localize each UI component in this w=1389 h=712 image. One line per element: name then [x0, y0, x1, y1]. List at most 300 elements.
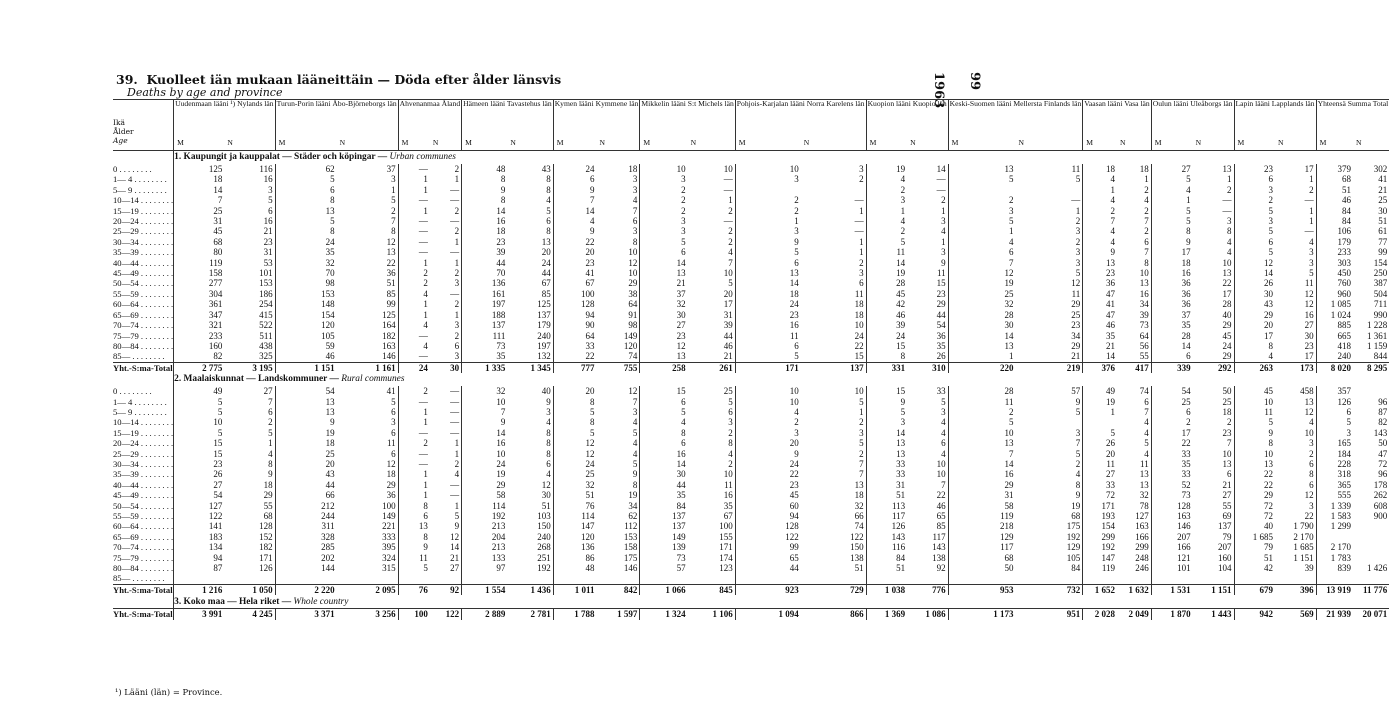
table-cell: 7	[462, 407, 508, 417]
table-cell: 5	[1234, 417, 1275, 427]
table-cell: 2	[398, 278, 430, 288]
table-cell: 2	[866, 185, 907, 195]
table-cell	[1117, 573, 1151, 584]
table-cell: 1	[454, 448, 460, 459]
table-cell: 21	[450, 552, 460, 563]
table-cell: 5	[948, 417, 1015, 427]
table-cell: 9	[735, 449, 800, 459]
table-cell: 65	[735, 553, 800, 563]
table-cell: 192	[1083, 542, 1117, 552]
table-cell: 8	[1234, 341, 1275, 351]
table-cell: —	[398, 237, 430, 247]
table-cell: 78	[1139, 500, 1149, 511]
table-cell: 5	[735, 247, 800, 257]
table-cell: 60	[735, 501, 800, 511]
total-cell: 137	[801, 362, 866, 373]
table-cell: —	[450, 247, 460, 258]
table-cell: 10	[936, 458, 946, 469]
table-cell: 79	[1222, 531, 1232, 542]
table-cell: 13	[948, 164, 1015, 174]
table-cell: 325	[259, 351, 273, 362]
table-row	[113, 216, 1389, 226]
table-cell: 3	[640, 226, 688, 236]
sex-header-m: M	[462, 137, 508, 151]
table-cell: 6	[941, 438, 946, 449]
table-cell: 50	[1378, 438, 1388, 449]
table-cell: 47	[1378, 448, 1388, 459]
table-cell: 8	[632, 479, 638, 490]
table-cell: 9	[1083, 247, 1117, 257]
table-row	[113, 563, 1389, 573]
table-cell: 45	[735, 490, 800, 500]
table-cell: 5	[454, 511, 460, 521]
total-cell: 2 220	[275, 584, 337, 595]
total-cell: 679	[1234, 584, 1275, 595]
table-cell: 134	[174, 542, 225, 552]
sex-header-m: M	[275, 137, 337, 151]
table-cell: 5	[391, 195, 396, 206]
sex-header-m: M	[1316, 137, 1353, 151]
table-cell: 154	[1373, 257, 1388, 268]
table-cell: 84	[1071, 563, 1081, 574]
table-cell: 4	[728, 448, 733, 459]
age-label: 10—14 . . . . . . . .	[113, 417, 174, 428]
table-cell: 7	[632, 205, 638, 216]
table-cell: 36	[1151, 289, 1192, 299]
table-row	[113, 511, 1389, 521]
table-cell: 29	[462, 480, 508, 490]
table-cell: 31	[948, 490, 1015, 500]
table-cell: 125	[174, 164, 225, 174]
table-cell: 213	[462, 521, 508, 531]
table-cell: 11	[854, 288, 864, 299]
table-cell: 1	[1309, 174, 1314, 185]
table-cell: 1	[454, 500, 460, 511]
table-cell: 218	[948, 521, 1015, 531]
table-cell: 119	[1083, 563, 1117, 573]
table-cell: 6	[268, 406, 273, 417]
table-cell: 8	[1144, 257, 1149, 268]
table-cell: 302	[1373, 164, 1388, 174]
table-cell	[1275, 573, 1316, 584]
table-cell: 2	[1151, 417, 1192, 427]
province-header: Oulun lääni Uleåborgs län	[1151, 100, 1234, 138]
table-cell: 22	[854, 340, 864, 351]
table-cell: 41	[1378, 174, 1388, 185]
table-cell: 91	[628, 309, 638, 320]
table-cell: 127	[1135, 511, 1149, 521]
table-cell: 144	[275, 563, 337, 573]
table-cell: 116	[259, 164, 273, 174]
table-cell: 14	[936, 164, 946, 174]
sex-header-m: M	[174, 137, 225, 151]
table-cell: 4	[1309, 236, 1314, 247]
table-cell: 35	[462, 351, 508, 362]
table-cell: 25	[1222, 396, 1232, 407]
table-cell: 193	[1083, 511, 1117, 521]
table-cell: 68	[263, 511, 273, 521]
age-label: 50—54 . . . . . . . .	[113, 278, 174, 289]
table-cell: 32	[948, 299, 1015, 309]
table-cell: 40	[1234, 521, 1275, 531]
table-cell: 152	[259, 531, 273, 542]
table-cell: 204	[462, 532, 508, 542]
province-header: Kymen lääni Kymmene län	[553, 100, 640, 138]
table-cell: 7	[859, 458, 864, 469]
table-cell: 27	[1151, 164, 1192, 174]
table-cell: 9	[462, 185, 508, 195]
table-cell: 39	[723, 320, 733, 331]
table-cell: 5	[275, 174, 337, 184]
table-cell: 104	[1218, 563, 1232, 574]
total-cell: 1 369	[866, 609, 907, 620]
table-cell: 87	[174, 563, 225, 573]
table-cell: 12	[386, 458, 396, 469]
table-row	[113, 397, 1389, 407]
table-cell: 207	[1151, 532, 1192, 542]
sex-header-m: M	[398, 137, 430, 151]
table-cell: 16	[263, 216, 273, 227]
table-cell: 14	[553, 206, 596, 216]
table-cell: 44	[640, 480, 688, 490]
table-cell: 2	[640, 185, 688, 195]
table-cell	[1015, 185, 1082, 195]
sex-header-m: M	[1083, 137, 1117, 151]
table-cell: 213	[462, 542, 508, 552]
age-label: 15—19 . . . . . . . .	[113, 205, 174, 216]
table-cell: 207	[1218, 542, 1232, 553]
table-cell: 15	[854, 351, 864, 362]
table-cell: 240	[537, 330, 551, 341]
table-cell: 11	[1071, 288, 1081, 299]
table-cell: 11	[386, 438, 396, 449]
total-cell: 310	[907, 362, 948, 373]
table-cell: 1	[1075, 205, 1081, 216]
table-cell: 5	[941, 396, 946, 407]
table-cell: 304	[174, 289, 225, 299]
table-row	[113, 289, 1389, 299]
sex-header-n: N	[801, 137, 866, 151]
total-cell: 263	[1234, 362, 1275, 373]
table-cell: 3	[1075, 427, 1081, 438]
table-cell: 3	[268, 184, 273, 195]
table-cell: 6	[640, 247, 688, 257]
table-cell: 5	[948, 216, 1015, 226]
province-header: Yhteensä Summa Total	[1316, 100, 1389, 138]
table-cell: 2	[735, 195, 800, 205]
table-cell: 171	[719, 542, 733, 553]
total-cell: 1 094	[735, 609, 800, 620]
table-cell: 3	[1309, 247, 1314, 258]
table-cell: 23	[1222, 427, 1232, 438]
table-cell: 4	[1083, 226, 1117, 236]
table-row	[113, 469, 1389, 479]
table-cell: 113	[866, 501, 907, 511]
table-cell: 114	[553, 511, 596, 521]
sex-header-n: N	[337, 137, 399, 151]
table-cell	[174, 573, 225, 584]
table-cell: 277	[174, 278, 225, 288]
table-cell: 1	[398, 417, 430, 427]
table-cell: —	[398, 226, 430, 236]
table-cell	[735, 573, 800, 584]
table-cell: 31	[174, 216, 225, 226]
table-cell: 18	[854, 299, 864, 310]
total-cell: 776	[907, 584, 948, 595]
table-cell: 21	[263, 226, 273, 237]
sex-header-n: N	[1117, 137, 1151, 151]
table-cell: 179	[1316, 237, 1353, 247]
table-cell: 164	[382, 320, 396, 331]
table-cell: 15	[866, 341, 907, 351]
table-cell: 117	[932, 531, 946, 542]
table-cell: 24	[462, 459, 508, 469]
table-cell: 73	[462, 341, 508, 351]
table-cell: 16	[462, 216, 508, 226]
table-cell: 4	[268, 448, 273, 459]
table-cell: 41	[553, 268, 596, 278]
table-cell: 4	[866, 216, 907, 226]
age-label: 10—14 . . . . . . . .	[113, 195, 174, 206]
table-cell: 1	[398, 206, 430, 216]
table-cell: 45	[174, 226, 225, 236]
table-cell: —	[398, 164, 430, 174]
table-cell: 13	[1234, 459, 1275, 469]
table-cell: 5	[1309, 268, 1314, 279]
table-cell: 1	[454, 438, 460, 449]
table-cell: 20	[1234, 320, 1275, 330]
table-cell: 1	[859, 247, 864, 258]
table-cell: 2	[1075, 236, 1081, 247]
table-cell: 111	[462, 331, 508, 341]
table-cell: 29	[1222, 320, 1232, 331]
table-cell: 20	[1083, 449, 1117, 459]
table-cell: 132	[537, 351, 551, 362]
table-cell: 10	[1234, 449, 1275, 459]
table-cell: 197	[537, 340, 551, 351]
age-label: 35—39 . . . . . . . .	[113, 469, 174, 480]
table-cell: 149	[623, 330, 638, 341]
table-cell: 12	[553, 449, 596, 459]
table-cell: 1	[728, 195, 733, 206]
table-cell: 2	[1234, 195, 1275, 205]
table-cell: —	[398, 428, 430, 438]
province-header: Uudenmaan lääni ¹) Nylands län	[174, 100, 275, 138]
table-cell: 36	[1151, 278, 1192, 288]
table-cell: 158	[174, 268, 225, 278]
table-cell: 1	[941, 236, 946, 247]
table-cell: 17	[723, 299, 733, 310]
total-row	[113, 584, 1389, 595]
table-cell: 6	[398, 511, 430, 521]
table-cell: 21	[1222, 479, 1232, 490]
sex-header-n: N	[1275, 137, 1316, 151]
table-cell: 3	[866, 195, 907, 205]
table-cell: 127	[174, 501, 225, 511]
table-cell: —	[1304, 226, 1314, 237]
table-cell: 5	[728, 278, 733, 289]
table-cell: 760	[1316, 278, 1353, 288]
table-cell: 324	[382, 552, 396, 563]
table-cell: 2	[728, 458, 733, 469]
table-cell: 5	[948, 174, 1015, 184]
table-cell: 25	[553, 469, 596, 479]
table-cell: 250	[1373, 268, 1388, 279]
table-cell	[688, 573, 736, 584]
table-cell: 141	[174, 521, 225, 531]
table-cell: 365	[1316, 480, 1353, 490]
table-cell: 163	[1151, 511, 1192, 521]
table-cell: 67	[553, 278, 596, 288]
total-label: Yht.-S:ma-Total	[113, 362, 173, 373]
age-label: 20—24 . . . . . . . .	[113, 438, 174, 449]
section-spacer	[113, 373, 174, 386]
total-cell: 777	[553, 362, 596, 373]
total-cell: 339	[1151, 362, 1192, 373]
table-cell: 6	[1234, 237, 1275, 247]
table-cell: 54	[936, 320, 946, 331]
table-cell: 10	[462, 397, 508, 407]
table-cell: 19	[628, 490, 638, 501]
table-cell: 46	[936, 500, 946, 511]
table-cell: 8	[398, 501, 430, 511]
table-cell: 40	[541, 386, 551, 397]
table-cell: —	[723, 174, 733, 185]
table-cell: 153	[275, 289, 337, 299]
table-cell: 7	[268, 396, 273, 407]
table-cell: 14	[948, 459, 1015, 469]
total-cell: 1 436	[507, 584, 553, 595]
table-cell: 133	[462, 553, 508, 563]
sex-header-n: N	[597, 137, 640, 151]
table-cell: 139	[640, 542, 688, 552]
table-cell: 21	[1083, 341, 1117, 351]
table-cell: 175	[623, 552, 638, 563]
table-cell: 44	[275, 480, 337, 490]
table-cell: 155	[719, 531, 733, 542]
table-cell: 4	[1144, 417, 1149, 428]
section-title: 2. Maalaiskunnat — Landskommuner — Rural communes	[174, 373, 1389, 386]
table-cell: 8	[462, 195, 508, 205]
table-row	[113, 164, 1389, 174]
table-cell: 94	[735, 511, 800, 521]
table-cell: 321	[174, 320, 225, 330]
table-cell: 3	[735, 226, 800, 236]
table-cell: 72	[1378, 458, 1388, 469]
table-cell: 3	[1234, 185, 1275, 195]
table-cell	[337, 573, 399, 584]
table-cell: 16	[948, 469, 1015, 479]
table-cell	[1234, 573, 1275, 584]
total-cell: 258	[640, 362, 688, 373]
section-heading-row	[113, 373, 1389, 386]
total-cell: 1 151	[1193, 584, 1234, 595]
table-cell: 3	[735, 174, 800, 184]
table-cell: 143	[932, 542, 946, 553]
table-cell: 18	[275, 438, 337, 448]
table-cell	[1353, 521, 1389, 531]
table-cell: 70	[275, 268, 337, 278]
table-cell: 28	[948, 310, 1015, 320]
table-cell: 9	[1151, 237, 1192, 247]
table-cell: 22	[553, 351, 596, 362]
table-cell: 6	[454, 340, 460, 351]
table-cell: 13	[1083, 258, 1117, 268]
total-cell: 24	[398, 362, 430, 373]
province-header: Ahvenanmaa Åland	[398, 100, 462, 138]
table-cell: 5	[1316, 417, 1353, 427]
table-cell: 192	[537, 563, 551, 574]
table-cell: 96	[1378, 469, 1388, 480]
table-cell: —	[450, 396, 460, 407]
section-title-en: Whole country	[293, 596, 349, 607]
table-cell: 68	[174, 237, 225, 247]
sex-header-m: M	[640, 137, 688, 151]
table-cell: 128	[735, 521, 800, 531]
table-cell: 129	[948, 532, 1015, 542]
total-cell: 376	[1083, 362, 1117, 373]
table-cell	[1151, 573, 1192, 584]
row-header-en: Age	[113, 136, 128, 145]
table-cell: 35	[640, 490, 688, 500]
table-cell: 34	[1071, 330, 1081, 341]
table-cell: 221	[382, 521, 396, 532]
total-row	[113, 609, 1389, 620]
table-cell: 212	[275, 501, 337, 511]
table-cell: 14	[640, 459, 688, 469]
table-cell: 8	[546, 438, 551, 449]
table-cell: 171	[259, 552, 273, 563]
table-cell: 990	[1373, 309, 1388, 320]
table-row	[113, 237, 1389, 247]
table-cell: 17	[1222, 288, 1232, 299]
age-label: 75—79 . . . . . . . .	[113, 552, 174, 563]
table-cell: 49	[1083, 386, 1117, 396]
table-cell: 17	[1151, 428, 1192, 438]
table-cell: 19	[866, 268, 907, 278]
table-cell: 1	[398, 480, 430, 490]
table-cell: 26	[1083, 438, 1117, 448]
table-cell: 12	[386, 236, 396, 247]
table-cell: 5	[866, 237, 907, 247]
section-title: 3. Koko maa — Hela riket — Whole country	[174, 595, 1389, 609]
table-cell: 1	[454, 236, 460, 247]
table-cell: 2	[859, 448, 864, 459]
total-cell: 2 889	[462, 609, 508, 620]
table-cell: 1	[391, 184, 396, 195]
table-row	[113, 417, 1389, 427]
table-cell: 415	[259, 309, 273, 320]
table-cell: 4	[728, 247, 733, 258]
table-cell: —	[1071, 195, 1081, 206]
table-cell: 361	[174, 299, 225, 309]
table-cell: 186	[259, 288, 273, 299]
table-cell: 69	[1222, 511, 1232, 521]
table-cell: 24	[866, 331, 907, 341]
table-cell: 136	[462, 278, 508, 288]
table-cell: 1 685	[1293, 542, 1314, 553]
table-cell: 6	[859, 278, 864, 289]
age-label: 55—59 . . . . . . . .	[113, 288, 174, 299]
table-cell: 36	[1083, 278, 1117, 288]
table-cell: 143	[866, 532, 907, 542]
table-cell: 128	[1151, 501, 1192, 511]
age-label: 1— 4 . . . . . . . .	[113, 396, 167, 407]
table-cell: 16	[735, 320, 800, 330]
table-cell: 8	[546, 427, 551, 438]
age-label: 80—84 . . . . . . . .	[113, 340, 174, 351]
table-cell: 73	[1139, 320, 1149, 331]
